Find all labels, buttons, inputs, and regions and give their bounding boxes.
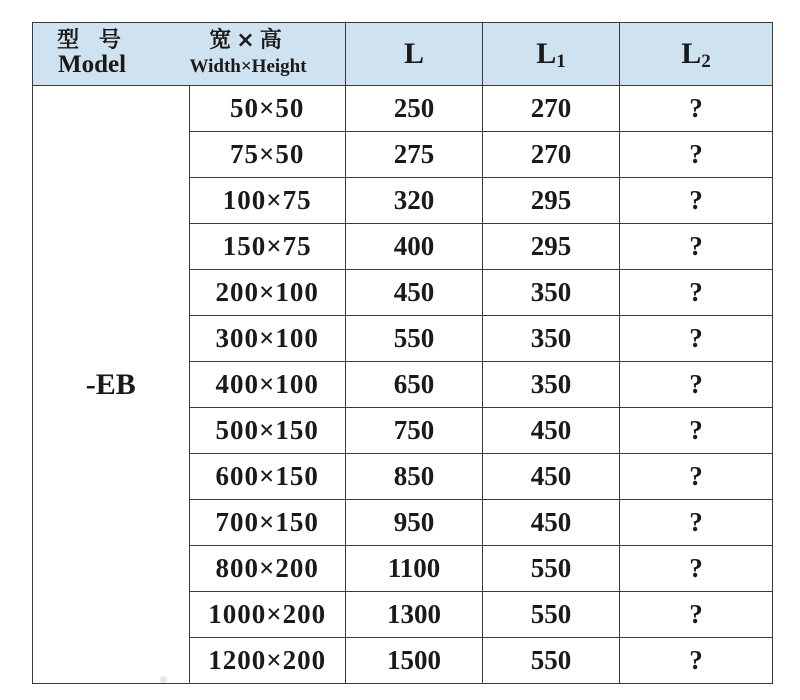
l1-cell: 550 bbox=[483, 546, 620, 592]
header-model-chinese: 型 号 bbox=[57, 28, 127, 54]
l2-cell: ? bbox=[620, 638, 773, 684]
table-header bbox=[33, 23, 773, 86]
size-cell: 800×200 bbox=[189, 546, 346, 592]
l1-cell: 295 bbox=[483, 178, 620, 224]
l1-cell: 550 bbox=[483, 638, 620, 684]
header-column-l1 bbox=[483, 23, 620, 86]
l-cell: 320 bbox=[346, 178, 483, 224]
l-cell: 400 bbox=[346, 224, 483, 270]
l2-cell: ? bbox=[620, 132, 773, 178]
l-cell: 1300 bbox=[346, 592, 483, 638]
l-cell: 750 bbox=[346, 408, 483, 454]
header-l-text: L bbox=[403, 37, 424, 70]
table-header-row bbox=[33, 23, 773, 86]
size-cell: 150×75 bbox=[189, 224, 346, 270]
header-size-chinese: 宽×高 bbox=[209, 28, 287, 54]
model-name-cell: -EB bbox=[33, 86, 190, 684]
l2-cell: ? bbox=[620, 546, 773, 592]
l-cell: 950 bbox=[346, 500, 483, 546]
size-cell: 400×100 bbox=[189, 362, 346, 408]
header-model-english: Model bbox=[57, 51, 127, 79]
l1-cell: 270 bbox=[483, 86, 620, 132]
l1-cell: 270 bbox=[483, 132, 620, 178]
scan-artifact bbox=[160, 676, 167, 683]
l-cell: 850 bbox=[346, 454, 483, 500]
l2-cell: ? bbox=[620, 362, 773, 408]
l1-cell: 350 bbox=[483, 316, 620, 362]
size-cell: 50×50 bbox=[189, 86, 346, 132]
table-body bbox=[33, 86, 773, 684]
size-cell: 100×75 bbox=[189, 178, 346, 224]
l-cell: 275 bbox=[346, 132, 483, 178]
l1-cell: 350 bbox=[483, 270, 620, 316]
specification-table bbox=[32, 22, 773, 684]
l-cell: 1500 bbox=[346, 638, 483, 684]
l1-cell: 550 bbox=[483, 592, 620, 638]
l1-cell: 350 bbox=[483, 362, 620, 408]
l-cell: 1100 bbox=[346, 546, 483, 592]
l2-cell: ? bbox=[620, 178, 773, 224]
header-size-english: Width×Height bbox=[189, 55, 307, 77]
header-l2-subscript: 2 bbox=[701, 51, 711, 72]
l2-cell: ? bbox=[620, 592, 773, 638]
l2-cell: ? bbox=[620, 224, 773, 270]
l1-cell: 295 bbox=[483, 224, 620, 270]
header-l2-text: L bbox=[681, 37, 702, 70]
size-cell: 1000×200 bbox=[189, 592, 346, 638]
header-model-size bbox=[33, 23, 346, 86]
l2-cell: ? bbox=[620, 408, 773, 454]
l2-cell: ? bbox=[620, 316, 773, 362]
l-cell: 550 bbox=[346, 316, 483, 362]
l1-cell: 450 bbox=[483, 500, 620, 546]
l1-cell: 450 bbox=[483, 454, 620, 500]
l-cell: 450 bbox=[346, 270, 483, 316]
size-cell: 600×150 bbox=[189, 454, 346, 500]
table-row bbox=[33, 86, 773, 132]
size-cell: 500×150 bbox=[189, 408, 346, 454]
size-cell: 700×150 bbox=[189, 500, 346, 546]
l2-cell: ? bbox=[620, 86, 773, 132]
header-l1-text: L bbox=[536, 37, 557, 70]
size-cell: 75×50 bbox=[189, 132, 346, 178]
l-cell: 250 bbox=[346, 86, 483, 132]
header-column-l2 bbox=[620, 23, 773, 86]
l-cell: 650 bbox=[346, 362, 483, 408]
l2-cell: ? bbox=[620, 270, 773, 316]
l1-cell: 450 bbox=[483, 408, 620, 454]
l2-cell: ? bbox=[620, 500, 773, 546]
header-column-l bbox=[346, 23, 483, 86]
size-cell: 300×100 bbox=[189, 316, 346, 362]
size-cell: 200×100 bbox=[189, 270, 346, 316]
header-l1-subscript: 1 bbox=[556, 51, 566, 72]
size-cell: 1200×200 bbox=[189, 638, 346, 684]
l2-cell: ? bbox=[620, 454, 773, 500]
